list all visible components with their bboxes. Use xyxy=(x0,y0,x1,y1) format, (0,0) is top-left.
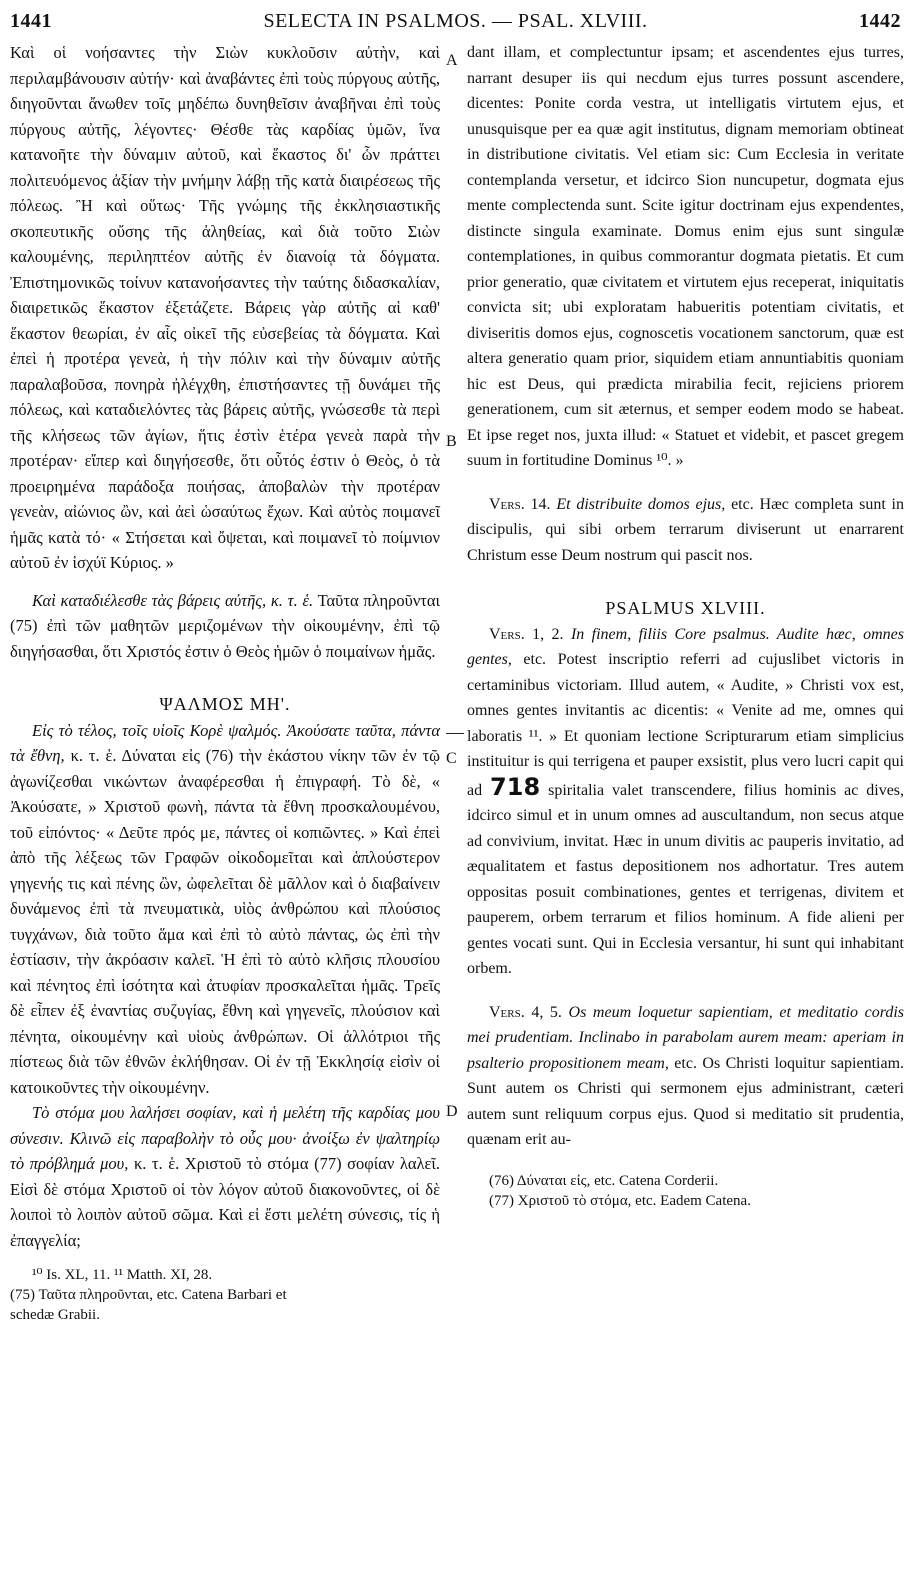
latin-verse-label-4: Vers. 4, 5. xyxy=(489,1003,562,1021)
greek-column xyxy=(10,40,440,1325)
page-mark-number: 718 xyxy=(490,772,541,801)
greek-psalm-title: ΨΑΛΜΟΣ ΜΗ'. xyxy=(159,694,291,714)
latin-lemma-2: Et distribuite domos ejus, xyxy=(556,495,726,513)
greek-paragraph-2 xyxy=(10,588,440,665)
latin-text-3b: spiritalia valet transcendere, filius hominis ac dives, idcirco simul et in unum omnes ad auscultandum, non secus atque ad convivium, invitat. Hæc in unum divitis ac pauperis invitatio, ad æqualitatem et fastus depositionem nos adhortatur. Tres autem oppositas posuit combinationes, gentes et terrigenas, divitem et pauperem, orbem terrarum et filios hominum. A fide alieni per gentes vocati sunt. Qui in Ecclesia versantur, hi sunt qui inhabitant orbem. xyxy=(467,781,905,977)
footnote-75-line-1: (75) Ταῦτα πληροῦνται, etc. Catena Barbari et xyxy=(10,1287,287,1303)
latin-lemma-3: In finem, filiis Core psalmus. Audite hæc, omnes gentes, xyxy=(467,625,905,668)
latin-text-4: etc. Os Christi loquitur sapientiam. Sunt autem os Christi qui sermonem ejus administrant, cæteri autem sunt reliquum corpus ejus. Quod si meditatio sit prudentia, quænam erit au- xyxy=(467,1054,905,1148)
latin-lemma-4: Os meum loquetur sapientiam, et meditatio cordis mei prudentiam. Inclinabo in parabolam aurem meam: aperiam in psalterio propositionem meam, xyxy=(467,1003,904,1072)
latin-verse-label-2: Vers. 14. xyxy=(489,495,551,513)
scripture-footnotes: ¹⁰ Is. XL, 11. ¹¹ Matth. XI, 28. xyxy=(32,1267,213,1283)
right-page-number: 1442 xyxy=(859,10,901,32)
greek-text-4: κ. τ. ἑ. Χριστοῦ τὸ στόμα (77) σοφίαν λαλεῖ. Εἰσὶ δὲ στόμα Χριστοῦ οἱ τὸν λόγον αὐτοῦ διακονοῦντες, οἱ δὲ λοιποὶ τὸ λοιπὸν αὐτοῦ σῶμα. Καὶ εἰ ἔστι μελέτη σύνεσις, τίς ἡ ἐπαγγελία; xyxy=(10,1154,440,1250)
greek-paragraph-1: Καὶ οἱ νοήσαντες τὴν Σιὼν κυκλοῦσιν αὐτὴν, καὶ περιλαμβάνουσιν αὐτήν· καὶ ἀναβάντες ἐπὶ τοὺς πύργους αὐτῆς, διηγοῦνται ἄνωθεν τοῖς μηδέπω δυνηθεῖσιν ἀναβῆναι ἐπὶ τοὺς πύργους αὐτῆς, λέγοντες· Θέσθε τὰς καρδίας ὑμῶν, ἵνα κατανοῆτε τὴν δύναμιν αὐτοῦ, καὶ ἕκαστος δι' ὧν πράττει πολιτευόμενος ἀξίαν τὴν μνήμην λάβῃ τῆς κατὰ διαιρέσεως τῆς πόλεως. Ἢ καὶ οὕτως· Τῆς γνώμης τῆς ἐκκλησιαστικῆς σκοπευτικῆς οὔσης τῆς ἀληθείας, καὶ διὰ τοῦτο Σιὼν καλουμένης, περιληπτέον αὐτῆς ἐν διανοίᾳ τὰ δόγματα. Ἐπιστημονικῶς τοίνυν κατανοήσαντες τὴν ταύτης διδασκαλίαν, διαιρετικῶς ἕκαστον ἐξετάζετε. Βάρεις γὰρ αὐτῆς αἱ καθ' ἕκαστον θεωρίαι, ἐν αἷς οἰκεῖ τῆς εὐσεβείας τὰ δόγματα. Καὶ ἐπεὶ ἡ προτέρα γενεὰ, ἡ τὴν πόλιν καὶ τὴν δύναμιν αὐτῆς παραλαβοῦσα, πονηρὰ ἠλέγχθη, ἐπιστήσαντες τῇ δυνάμει τῆς πόλεως, καὶ καταδιελόντες τὰς βάρεις αὐτῆς, γνώσεσθε τὰ περὶ τῆς κλήσεως τῶν ἁγίων, ἥτις ἐστὶν ἑτέρα γενεὰ παρὰ τὴν προτέραν· εἴπερ καὶ διηγήσεσθε, ὅτι οὗτός ἐστιν ὁ Θεὸς, ὁ τὰ προειρημένα παράδοξα ποιήσας, ἀποβαλὼν τὴν προτέραν γενεὰν, αἰώνιος ὢν, καὶ ἀεὶ ὡσαύτως ἔχων. Καὶ αὐτὸς ποιμανεῖ ἡμᾶς κατὰ τό· « Στήσεται καὶ ὄψεται, καὶ ποιμανεῖ τὸ ποίμνιον αὐτοῦ ἐν ἰσχύϊ Κύριος. » xyxy=(10,43,440,572)
latin-paragraph-3 xyxy=(467,622,904,982)
latin-verse-label-3: Vers. 1, 2. xyxy=(489,625,564,643)
latin-paragraph-4 xyxy=(467,1000,904,1153)
greek-text-3: κ. τ. ἑ. Δύναται εἰς (76) τὴν ἑκάστου νίκην τῶν ἐν τῷ ἀγωνίζεσθαι νικώντων ἀναφέρεσθαι ἡ ἐπιγραφή. Τὸ δὲ, « Ἀκούσατε, » Χριστοῦ φωνὴ, πάντα τὰ ἔθνη προσκαλουμένου, τοῦ εἰπόντος· « Δεῦτε πρός με, πάντες οἱ κοπιῶντες. » Καὶ ἐπεὶ ἀπὸ τῆς λέξεως τῶν Γραφῶν οἰκοδομεῖται καὶ ἁπλούστερον γηγενής τις καὶ πένης ὢν, ὠφελεῖται δὲ μᾶλλον καὶ ὁ διαβαίνειν δυνάμενος ἐπὶ τὰ πνευματικὰ, υἱὸς ἀνθρώπου καὶ πλούσιος τυγχάνων, διὰ τοῦτο ἅμα καὶ ἐπὶ τὸ αὐτὸ πάντας, ὡς ἐπὶ τὴν ἑστίασιν, τὴν ἀκρόασιν καλεῖ. Ἡ ἐπὶ τὸ αὐτὸ κλῆσις πλουσίου καὶ πένητος ἐπὶ ἰσότητα καὶ ἀτυφίαν προσκαλεῖται ἡμᾶς. Τρεῖς δὲ εἶπεν ἐξ ἐναντίας συζυγίας, ἔθνη καὶ γηγενεῖς, πλούσιον καὶ πένητα, οἰκουμένην καὶ υἱοὺς ἀνθρώπων. Οἱ ἀλλότριοι τῆς πίστεως διὰ τῶν ἐθνῶν ἐκλήθησαν. Οἱ ἐν τῇ Ἐκκλησίᾳ εἰσὶν οἱ κατοικοῦντες τὴν οἰκουμένην. xyxy=(10,746,441,1097)
greek-lemma-2: Καὶ καταδιέλεσθε τὰς βάρεις αὐτῆς, κ. τ. ἑ. xyxy=(32,590,314,610)
latin-text-2: etc. Hæc completa sunt in discipulis, qui sibi orbem terrarum diviserunt ut enarrarent Christum esse Deum nostrum qui pascit nos. xyxy=(467,495,904,564)
latin-paragraph-2 xyxy=(467,492,904,569)
latin-text-3a: etc. Potest inscriptio referri ad cujuslibet victoris in certaminibus victoriam. Illud autem, « Audite, » Christi vox est, omnes gentes invitantis ac dicentis: « Venite ad me, omnes qui laboratis ¹¹. » Et quoniam lectione Scripturarum etiam simplicius instituitur is qui terrigena et pauper exsistit, plus vero lucri capit qui ad xyxy=(467,651,904,799)
greek-text-2: Ταῦτα πληροῦνται (75) ἐπὶ τῶν μαθητῶν μεριζομένων τὴν οἰκουμένην, ἐπὶ τῷ διηγήσασθαι, ὅτι Χριστός ἐστιν ὁ Θεὸς ἡμῶν ὁ ποιμαίνων ἡμᾶς. xyxy=(10,590,440,661)
latin-psalm-title: PSALMUS XLVIII. xyxy=(605,598,766,618)
margin-marker-b: B xyxy=(446,433,457,450)
greek-lemma-3: Εἰς τὸ τέλος, τοῖς υἱοῖς Κορὲ ψαλμός. Ἀκούσατε ταῦτα, πάντα τὰ ἔθνη, xyxy=(10,720,440,765)
margin-marker-d: D xyxy=(446,1103,458,1120)
running-title: SELECTA IN PSALMOS. — PSAL. XLVIII. xyxy=(263,10,648,32)
latin-column xyxy=(467,40,904,1211)
greek-lemma-4: Τὸ στόμα μου λαλήσει σοφίαν, καὶ ἡ μελέτη τῆς καρδίας μου σύνεσιν. Κλινῶ εἰς παραβολὴν τὸ οὖς μου· ἀνοίξω ἐν ψαλτηρίῳ τὸ πρόβλημά μου, xyxy=(10,1103,440,1173)
latin-paragraph-1: dant illam, et complectuntur ipsam; et ascendentes ejus turres, narrant desuper iis qui necdum ejus turres possunt ascendere, dicentes: Ponite corda vestra, ut intelligatis virtutem ejus, et unusquisque per ea quæ agit institutus, dignam memoriam obtineat in distributione civitatis. Vel etiam sic: Cum Ecclesia in veritate contemplanda versetur, et idcirco Sion nuncupetur, dogmata ejus mente complectenda sunt. Scite igitur doctrinam ejus expendentes, distincte singula examinate. Domus enim ejus sunt singulæ contemplationes, in quibus commorantur dogmata pietatis. Et cum prior generatio, quæ civitatem et virtutem ejus receperat, iniquitatis convicta sit; ubi exploratam habueritis potentiam civitatis, et diviseritis domos ejus, cognoscetis vocationem sanctorum, quæ est altera generatio quam prior, siquidem etiam annuntiabitis quoniam hic est Deus, qui prædicta mirabilia fecit, rejiciens priorem generationem, cum sit æternus, et semper eodem modo se habeat. Et ipse reget nos, juxta illud: « Statuet et videbit, et pascet gregem suum in fortitudine Dominus ¹⁰. » xyxy=(467,44,904,469)
page-header xyxy=(10,10,901,36)
footnote-77: (77) Χριστοῦ τὸ στόμα, etc. Eadem Catena. xyxy=(489,1192,751,1209)
greek-paragraph-4 xyxy=(10,1100,440,1253)
footnote-75-line-2: schedæ Grabii. xyxy=(10,1307,100,1323)
greek-paragraph-3 xyxy=(10,718,440,1101)
margin-marker-c: C xyxy=(446,750,457,767)
left-page-number: 1441 xyxy=(10,10,52,32)
footnote-76: (76) Δύναται εἰς, etc. Catena Corderii. xyxy=(489,1172,719,1189)
margin-marker-a: A xyxy=(446,52,458,69)
section-divider xyxy=(446,733,464,734)
